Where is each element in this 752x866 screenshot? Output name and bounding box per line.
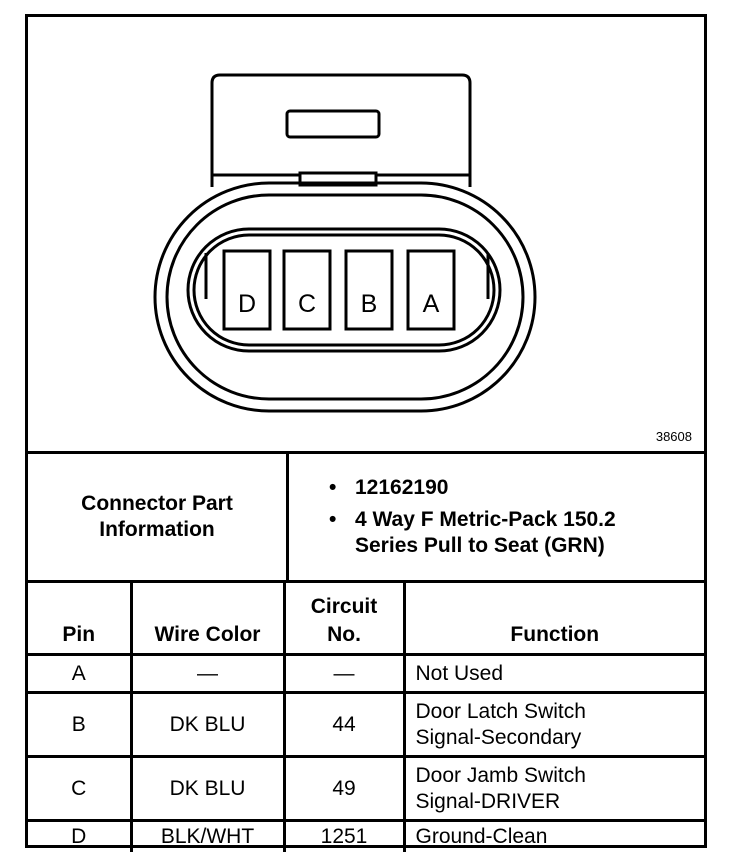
header-wire-color: Wire Color <box>131 582 284 655</box>
wire-color-cell: — <box>131 655 284 693</box>
table-row <box>28 821 704 853</box>
pinout-header-row <box>28 582 704 655</box>
pinout-table <box>28 580 704 852</box>
pin-cell: A <box>28 655 131 693</box>
connector-drawing <box>28 17 704 451</box>
pin-cell: B <box>28 693 131 757</box>
wire-color-cell: BLK/WHT <box>131 821 284 853</box>
pin-label-d: D <box>237 290 257 318</box>
figure-id: 38608 <box>655 429 692 444</box>
circuit-cell: 1251 <box>284 821 404 853</box>
circuit-cell: 44 <box>284 693 404 757</box>
table-row <box>28 757 704 821</box>
table-row <box>28 693 704 757</box>
pin-label-c: C <box>297 290 317 318</box>
wire-color-cell: DK BLU <box>131 693 284 757</box>
function-cell: Door Latch Switch Signal-Secondary <box>404 693 704 757</box>
part-info-table <box>28 451 704 580</box>
function-cell: Not Used <box>404 655 704 693</box>
pin-cell: D <box>28 821 131 853</box>
latch-slot <box>287 111 379 137</box>
pin-label-b: B <box>360 290 378 318</box>
pin-label-a: A <box>422 290 440 318</box>
header-pin: Pin <box>28 582 131 655</box>
wire-color-cell: DK BLU <box>131 757 284 821</box>
header-circuit-no: Circuit No. <box>284 582 404 655</box>
latch-housing <box>212 75 470 187</box>
part-info-values <box>288 453 705 581</box>
part-description: • 4 Way F Metric-Pack 150.2 Series Pull to Seat (GRN) <box>329 507 625 559</box>
table-row <box>28 655 704 693</box>
circuit-cell: 49 <box>284 757 404 821</box>
connector-face-illustration <box>28 17 704 451</box>
part-number: • 12162190 <box>329 475 704 501</box>
connector-info-frame <box>25 14 707 848</box>
function-cell: Door Jamb Switch Signal-DRIVER <box>404 757 704 821</box>
part-info-label: Connector Part Information <box>28 453 288 581</box>
function-cell: Ground-Clean <box>404 821 704 853</box>
header-function: Function <box>404 582 704 655</box>
pin-cell: C <box>28 757 131 821</box>
circuit-cell: — <box>284 655 404 693</box>
